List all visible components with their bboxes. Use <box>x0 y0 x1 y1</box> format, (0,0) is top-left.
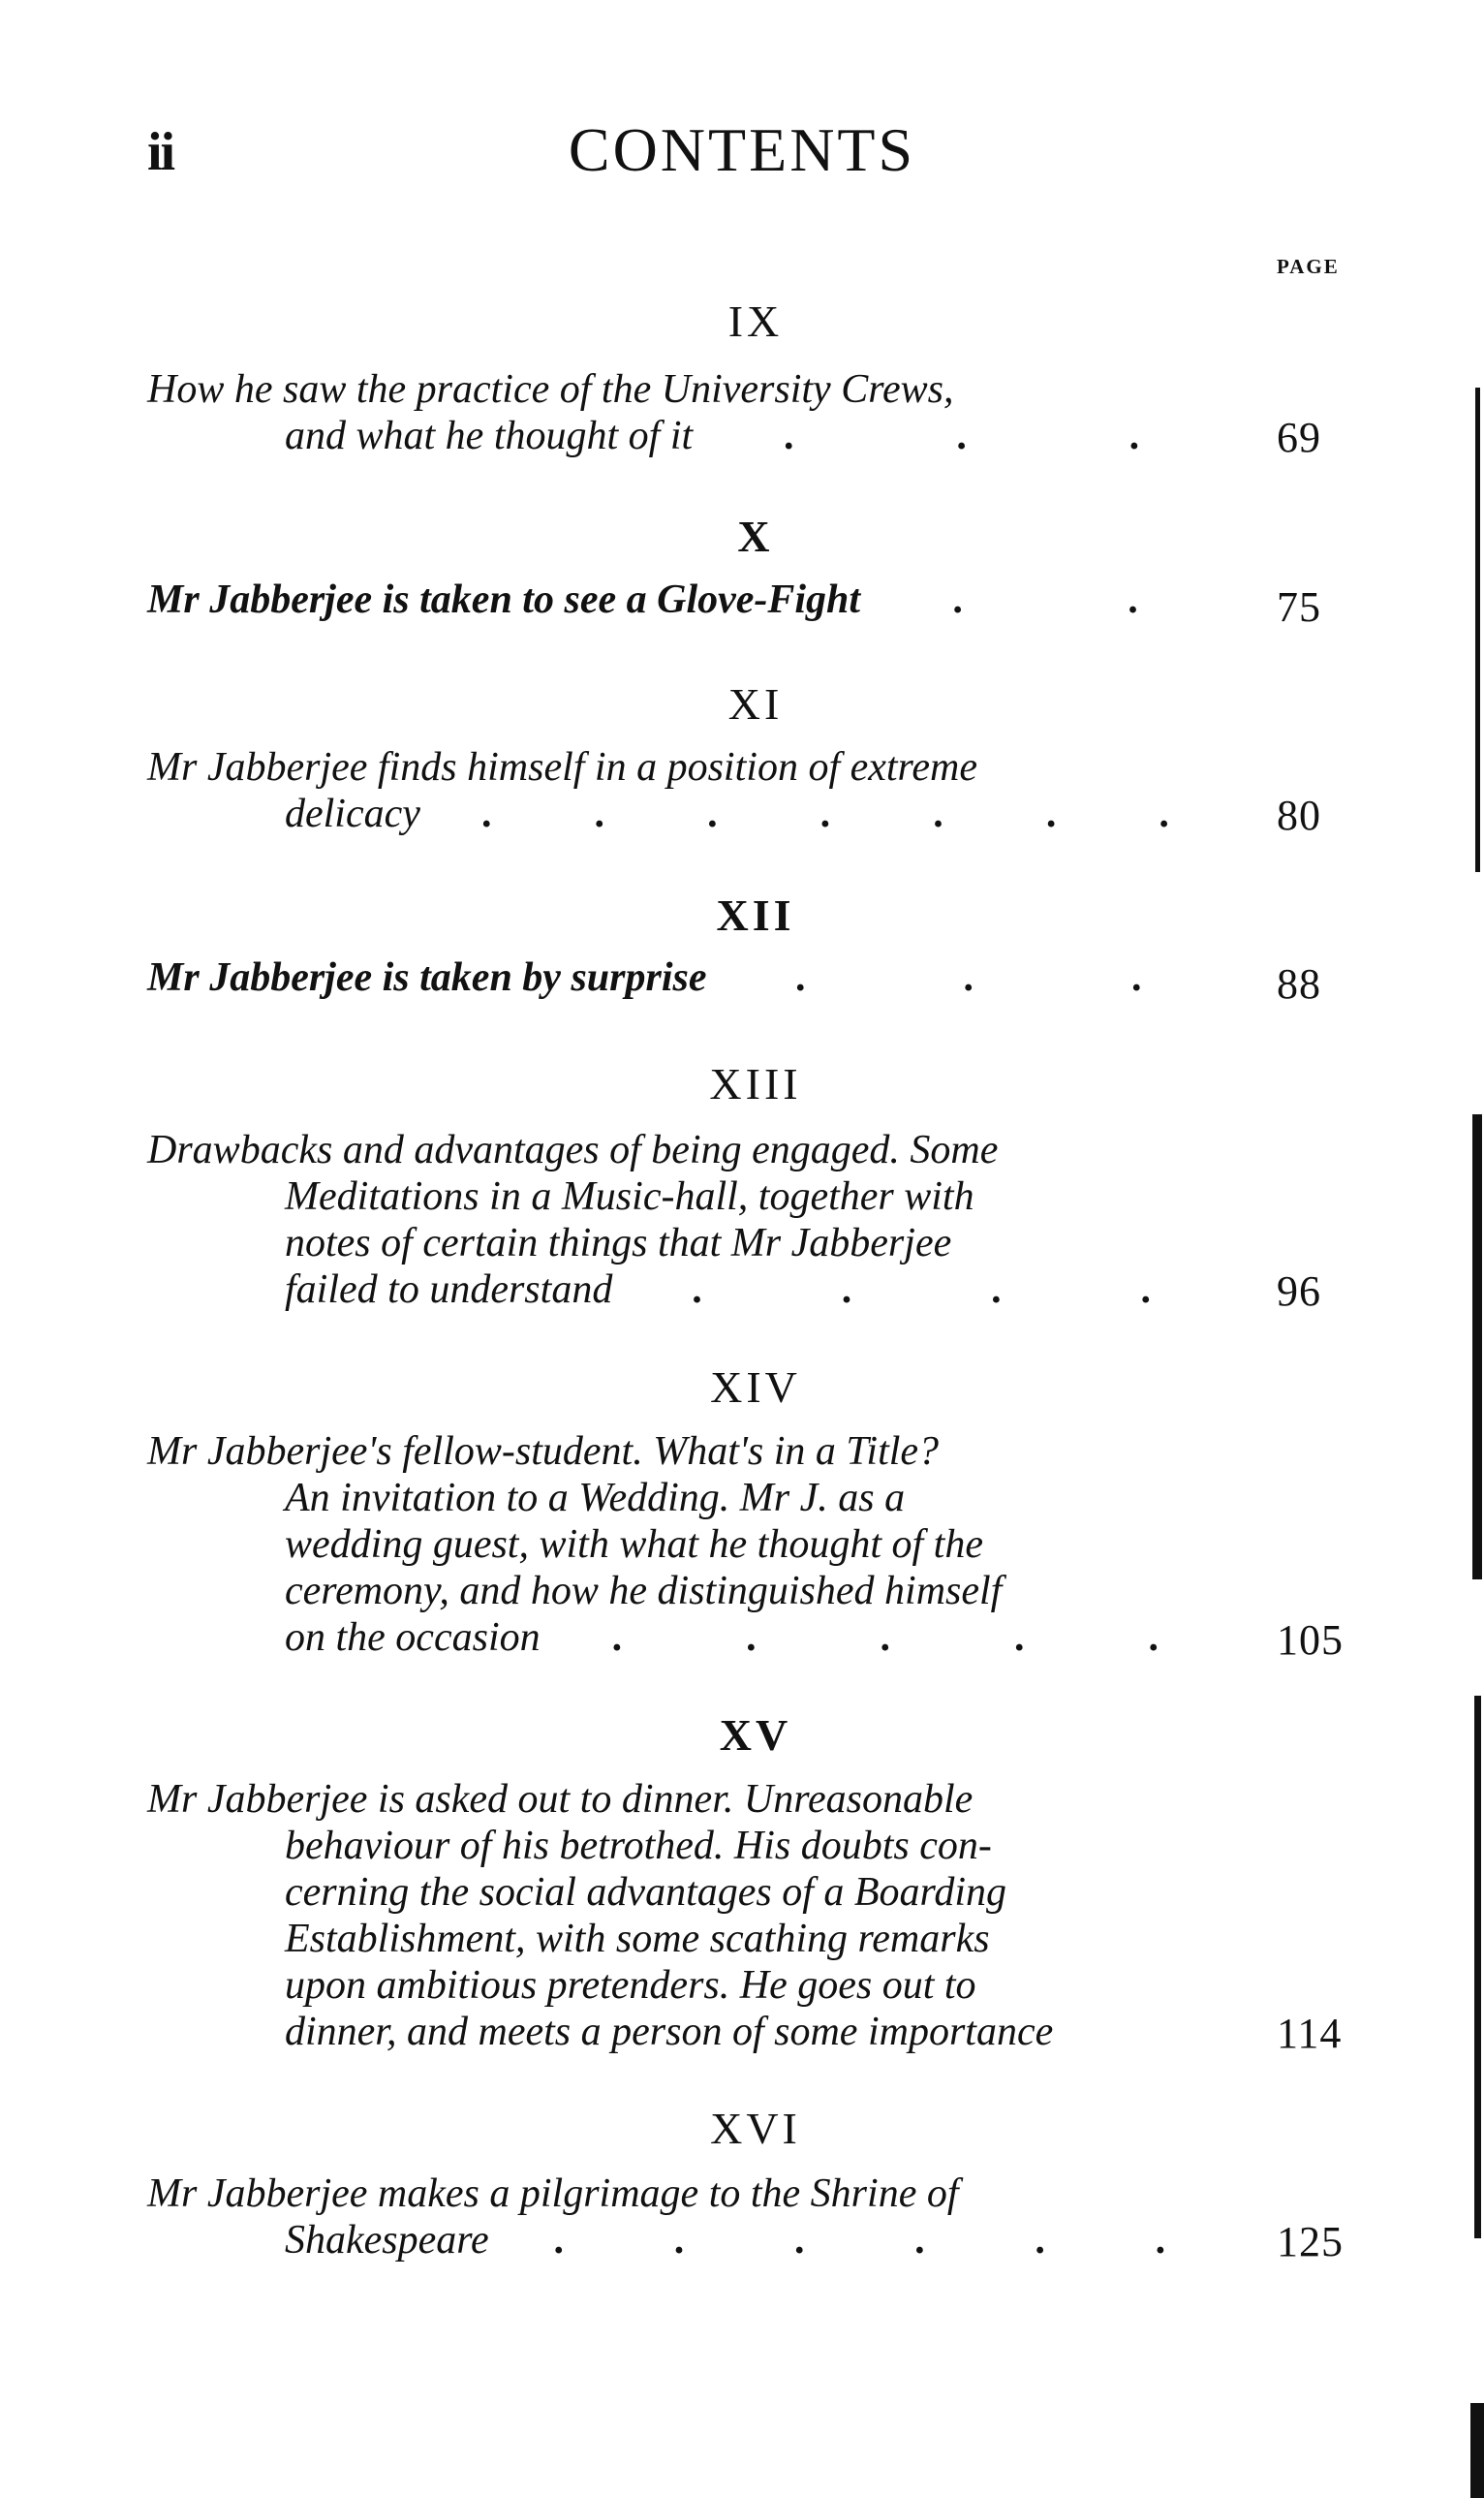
scan-edge-mark <box>1475 388 1480 872</box>
page-reference: 80 <box>1277 792 1321 839</box>
page-reference: 75 <box>1277 583 1321 631</box>
chapter-numeral: XII <box>716 890 795 940</box>
entry-line: Mr Jabberjee's fellow-student. What's in a Title? <box>147 1429 940 1474</box>
entry-line: Mr Jabberjee makes a pilgrimage to the Shrine of <box>147 2171 959 2216</box>
entry-line: wedding guest, with what he thought of the <box>285 1522 983 1567</box>
toc-entry <box>147 2170 1221 2264</box>
entry-line: Mr Jabberjee is asked out to dinner. Unreasonable <box>147 1777 974 1822</box>
entry-line: Meditations in a Music-hall, together with <box>285 1174 974 1219</box>
chapter-numeral: X <box>737 512 774 561</box>
dot-leader: . . . . . <box>611 1615 1159 1660</box>
page-column-label: PAGE <box>1277 255 1340 278</box>
chapter-numeral: XIII <box>709 1059 802 1108</box>
entry-line: Mr Jabberjee is taken by surprise <box>147 955 707 1000</box>
toc-entry <box>147 954 1221 1001</box>
dot-leader: . . . . <box>692 1267 1151 1312</box>
scan-edge-mark <box>1474 1696 1481 2238</box>
page-reference: 69 <box>1277 414 1321 461</box>
entry-line: failed to understand <box>285 1267 613 1312</box>
toc-entry <box>147 577 1221 623</box>
dot-leader: . . <box>952 578 1138 622</box>
scan-edge-mark <box>1470 2403 1484 2498</box>
toc-entry <box>147 366 1221 459</box>
dot-leader: . . . <box>795 955 1142 1000</box>
chapter-numeral: IX <box>727 297 784 346</box>
entry-line: Mr Jabberjee finds himself in a position of extreme <box>147 745 977 790</box>
chapter-numeral: XI <box>727 679 784 729</box>
scan-edge-mark <box>1472 1114 1482 1579</box>
page-numeral: ii <box>147 122 174 182</box>
entry-line: Establishment, with some scathing remarks <box>285 1917 990 1961</box>
page-reference: 96 <box>1277 1267 1321 1315</box>
page-reference: 114 <box>1277 2010 1343 2057</box>
dot-leader: . . . <box>784 414 1140 458</box>
entry-line: on the occasion <box>285 1615 541 1660</box>
dot-leader: . . . . . . . <box>480 792 1169 836</box>
toc-entry <box>147 1127 1221 1313</box>
chapter-numeral: XIV <box>710 1362 801 1412</box>
entry-line: notes of certain things that Mr Jabberjee <box>285 1221 952 1265</box>
entry-line: Shakespeare <box>285 2218 489 2263</box>
entry-line: An invitation to a Wedding. Mr J. as a <box>285 1476 906 1520</box>
entry-line: and what he thought of it <box>285 414 694 458</box>
toc-entry <box>147 1428 1221 1661</box>
page-reference: 88 <box>1277 960 1321 1008</box>
page-reference: 125 <box>1277 2218 1344 2265</box>
entry-line: cerning the social advantages of a Boarding <box>285 1870 1007 1915</box>
entry-line: dinner, and meets a person of some importance <box>285 2010 1054 2054</box>
toc-entry <box>147 1776 1221 2055</box>
dot-leader: . . . . . . <box>553 2218 1166 2263</box>
chapter-numeral: XV <box>719 1710 792 1760</box>
entry-line: delicacy <box>285 792 420 836</box>
toc-entry <box>147 744 1221 837</box>
entry-line: How he saw the practice of the University Crews, <box>147 367 954 412</box>
page-reference: 105 <box>1277 1616 1344 1664</box>
entry-line: behaviour of his betrothed. His doubts con- <box>285 1824 992 1868</box>
entry-line: Mr Jabberjee is taken to see a Glove-Fight <box>147 578 861 622</box>
entry-line: Drawbacks and advantages of being engaged. Some <box>147 1128 999 1172</box>
chapter-numeral: XVI <box>710 2104 801 2153</box>
entry-line: ceremony, and how he distinguished himself <box>285 1569 1003 1613</box>
page-title: CONTENTS <box>568 115 916 184</box>
entry-line: upon ambitious pretenders. He goes out to <box>285 1963 976 2008</box>
